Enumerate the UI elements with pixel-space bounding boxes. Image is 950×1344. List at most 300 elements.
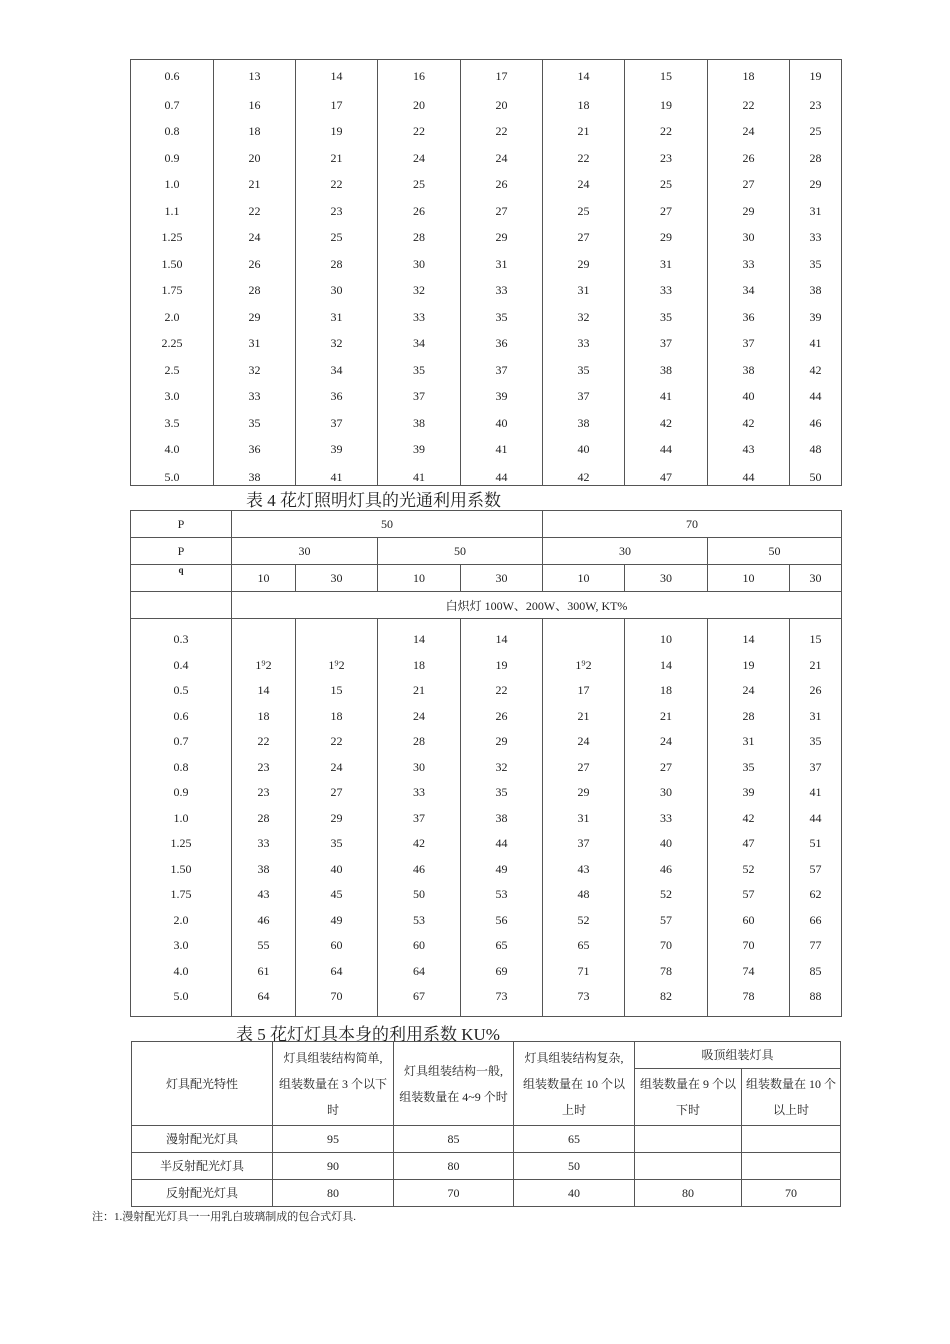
table-cell: 35 — [378, 357, 461, 384]
table-cell — [635, 1153, 742, 1180]
table-cell: 41 — [790, 331, 842, 358]
table-cell: 33 — [378, 304, 461, 331]
table-cell: 33 — [625, 278, 708, 305]
table-cell: 31 — [708, 729, 790, 755]
table-cell: 24 — [543, 729, 625, 755]
table-cell: 27 — [543, 755, 625, 781]
table-cell — [543, 619, 625, 653]
table-cell: 20 — [461, 92, 543, 119]
table-cell: 31 — [214, 331, 296, 358]
header-row-1 — [131, 511, 842, 538]
row-label-cell: 反射配光灯具 — [132, 1180, 273, 1207]
table-row — [132, 1180, 841, 1207]
table-cell: 34 — [378, 331, 461, 358]
table-row — [131, 959, 842, 985]
table-cell: 21 — [543, 119, 625, 146]
table-cell: 42 — [790, 357, 842, 384]
table-cell: 52 — [625, 882, 708, 908]
row-label-cell: 2.0 — [131, 304, 214, 331]
table-cell: 46 — [790, 410, 842, 437]
col-header: 30 — [625, 565, 708, 592]
table-cell: 31 — [625, 251, 708, 278]
table-cell: 48 — [790, 437, 842, 464]
table-cell: 27 — [625, 198, 708, 225]
table-cell: 30 — [378, 251, 461, 278]
table-cell: 64 — [232, 984, 296, 1016]
table-cell: 42 — [708, 410, 790, 437]
table-cell: 13 — [214, 60, 296, 93]
table-cell: 44 — [625, 437, 708, 464]
table-cell: 39 — [378, 437, 461, 464]
table-cell: 26 — [461, 172, 543, 199]
table-cell: 37 — [378, 806, 461, 832]
table-cell: 1⁹2 — [232, 653, 296, 679]
group-header: 吸顶组装灯具 — [635, 1042, 841, 1069]
table-cell: 38 — [708, 357, 790, 384]
table-cell: 19 — [461, 653, 543, 679]
table-cell: 25 — [790, 119, 842, 146]
table-cell: 80 — [635, 1180, 742, 1207]
table-cell: 26 — [461, 704, 543, 730]
row-label-cell: 1.0 — [131, 806, 232, 832]
table-cell: 39 — [296, 437, 378, 464]
table-cell: 35 — [708, 755, 790, 781]
table-cell: 35 — [461, 780, 543, 806]
table-cell: 29 — [461, 225, 543, 252]
table-cell: 70 — [708, 933, 790, 959]
table-cell: 25 — [625, 172, 708, 199]
row-label-cell: 1.1 — [131, 198, 214, 225]
table-cell: 35 — [790, 251, 842, 278]
table-cell: 14 — [461, 619, 543, 653]
table-cell: 41 — [790, 780, 842, 806]
row-label-cell: 3.5 — [131, 410, 214, 437]
table-cell: 33 — [708, 251, 790, 278]
table-cell: 24 — [461, 145, 543, 172]
table-cell: 35 — [461, 304, 543, 331]
table-cell: 1⁹2 — [543, 653, 625, 679]
table-cell: 19 — [296, 119, 378, 146]
table-cell: 27 — [296, 780, 378, 806]
row-label-cell: 3.0 — [131, 933, 232, 959]
table-row — [131, 780, 842, 806]
table-cell: 27 — [708, 172, 790, 199]
table-cell: 42 — [378, 831, 461, 857]
table-cell: 18 — [378, 653, 461, 679]
table-cell: 42 — [708, 806, 790, 832]
header-row-2 — [131, 538, 842, 565]
table-cell: 33 — [214, 384, 296, 411]
table-cell: 44 — [461, 831, 543, 857]
table-cell: 18 — [214, 119, 296, 146]
col-header: 灯具配光特性 — [132, 1042, 273, 1126]
empty-cell — [131, 592, 232, 619]
table-cell: 22 — [708, 92, 790, 119]
table-cell: 95 — [273, 1126, 394, 1153]
table-cell: 70 — [296, 984, 378, 1016]
table-cell: 23 — [232, 755, 296, 781]
table-row — [131, 384, 842, 411]
table-cell: 35 — [625, 304, 708, 331]
table-cell: 42 — [543, 463, 625, 486]
table-cell: 19 — [790, 60, 842, 93]
table-cell: 23 — [790, 92, 842, 119]
table-cell: 15 — [790, 619, 842, 653]
table-cell: 29 — [296, 806, 378, 832]
table-cell: 50 — [378, 882, 461, 908]
table-cell: 82 — [625, 984, 708, 1016]
table-cell: 31 — [790, 198, 842, 225]
table-5 — [131, 1041, 841, 1207]
table-cell: 31 — [543, 806, 625, 832]
table-cell: 40 — [461, 410, 543, 437]
table-4 — [130, 510, 842, 1017]
table-cell: 36 — [214, 437, 296, 464]
table-cell: 27 — [461, 198, 543, 225]
table-cell: 14 — [378, 619, 461, 653]
col-header: 组装数量在 10 个以上时 — [742, 1069, 841, 1126]
table-cell: 22 — [543, 145, 625, 172]
table-row — [131, 437, 842, 464]
table-cell: 17 — [296, 92, 378, 119]
table-cell: 33 — [790, 225, 842, 252]
table-cell: 46 — [378, 857, 461, 883]
table-cell: 15 — [625, 60, 708, 93]
table-cell: 44 — [790, 806, 842, 832]
table-cell — [296, 619, 378, 653]
row-label-cell: 0.7 — [131, 729, 232, 755]
table-cell: 37 — [543, 384, 625, 411]
table-cell: 35 — [790, 729, 842, 755]
table-cell: 24 — [708, 678, 790, 704]
row-label-cell: 2.25 — [131, 331, 214, 358]
table-cell: 22 — [296, 172, 378, 199]
table-cell: 14 — [232, 678, 296, 704]
row-label-cell: 漫射配光灯具 — [132, 1126, 273, 1153]
table-row — [131, 984, 842, 1016]
table-cell: 22 — [625, 119, 708, 146]
table-cell: 23 — [232, 780, 296, 806]
table-cell: 35 — [543, 357, 625, 384]
table-row — [131, 933, 842, 959]
table-cell: 30 — [708, 225, 790, 252]
table-cell: 69 — [461, 959, 543, 985]
table-cell: 28 — [790, 145, 842, 172]
table-row — [131, 331, 842, 358]
table-cell: 42 — [625, 410, 708, 437]
table-cell: 21 — [625, 704, 708, 730]
table-cell: 22 — [214, 198, 296, 225]
row-label-cell: 半反射配光灯具 — [132, 1153, 273, 1180]
row-label-cell: 0.6 — [131, 60, 214, 93]
table-cell: 41 — [625, 384, 708, 411]
row-label-cell: 0.9 — [131, 780, 232, 806]
table-row — [131, 92, 842, 119]
table-cell: 78 — [625, 959, 708, 985]
table-cell: 17 — [461, 60, 543, 93]
table-cell: 67 — [378, 984, 461, 1016]
table-cell: 29 — [461, 729, 543, 755]
col-header: 灯具组装结构一般, 组装数量在 4~9 个时 — [394, 1042, 514, 1126]
table-cell: 19 — [708, 653, 790, 679]
table-row — [132, 1153, 841, 1180]
table-cell: 70 — [625, 933, 708, 959]
table-cell: 52 — [708, 857, 790, 883]
table-cell: 88 — [790, 984, 842, 1016]
table-row — [131, 704, 842, 730]
group-header: 50 — [708, 538, 842, 565]
table-cell: 60 — [708, 908, 790, 934]
table-cell: 24 — [378, 145, 461, 172]
table-cell: 40 — [296, 857, 378, 883]
table-row — [131, 653, 842, 679]
table-cell: 37 — [543, 831, 625, 857]
table-cell: 29 — [708, 198, 790, 225]
col-header: 30 — [296, 565, 378, 592]
row-label-cell: 0.7 — [131, 92, 214, 119]
table-cell: 41 — [378, 463, 461, 486]
row-label-cell: 5.0 — [131, 984, 232, 1016]
table-cell: 56 — [461, 908, 543, 934]
table-cell: 24 — [214, 225, 296, 252]
table-cell: 16 — [378, 60, 461, 93]
table-cell: 29 — [790, 172, 842, 199]
col-header: 10 — [232, 565, 296, 592]
table-cell: 24 — [625, 729, 708, 755]
table-row — [131, 678, 842, 704]
table-cell: 18 — [625, 678, 708, 704]
table-cell: 26 — [214, 251, 296, 278]
row-label-cell: 1.50 — [131, 857, 232, 883]
table-cell: 36 — [461, 331, 543, 358]
table-cell: 49 — [461, 857, 543, 883]
table-cell: 40 — [708, 384, 790, 411]
table-cell: 14 — [708, 619, 790, 653]
row-label-cell: 1.0 — [131, 172, 214, 199]
table-cell: 19 — [625, 92, 708, 119]
table-row — [131, 198, 842, 225]
table-cell: 44 — [790, 384, 842, 411]
table-cell: 31 — [543, 278, 625, 305]
table-cell: 38 — [214, 463, 296, 486]
table-row — [131, 857, 842, 883]
table-cell: 22 — [461, 119, 543, 146]
row-label-cell: 0.4 — [131, 653, 232, 679]
table-cell: 31 — [790, 704, 842, 730]
table-cell: 28 — [214, 278, 296, 305]
table-cell: 70 — [742, 1180, 841, 1207]
table-cell: 39 — [790, 304, 842, 331]
table-cell: 1⁹2 — [296, 653, 378, 679]
table-cell: 39 — [708, 780, 790, 806]
row-label-cell: 1.25 — [131, 225, 214, 252]
table-cell: 22 — [232, 729, 296, 755]
header-label: P — [131, 538, 232, 565]
table-4-caption: 表 4 花灯照明灯具的光通利用系数 — [246, 491, 501, 510]
table-cell: 14 — [296, 60, 378, 93]
table-cell: 35 — [296, 831, 378, 857]
table-cell: 33 — [625, 806, 708, 832]
row-label-cell: 1.75 — [131, 278, 214, 305]
table-cell: 14 — [625, 653, 708, 679]
table-cell: 26 — [708, 145, 790, 172]
row-label-cell: 1.25 — [131, 831, 232, 857]
lamp-type-row — [131, 592, 842, 619]
table-row — [132, 1126, 841, 1153]
table-cell: 24 — [378, 704, 461, 730]
table-cell: 26 — [378, 198, 461, 225]
table-row — [131, 251, 842, 278]
row-label-cell: 4.0 — [131, 959, 232, 985]
table-row — [131, 806, 842, 832]
table-row — [131, 831, 842, 857]
table-cell: 64 — [296, 959, 378, 985]
table-cell: 24 — [543, 172, 625, 199]
table-row — [131, 60, 842, 93]
row-label-cell: 5.0 — [131, 463, 214, 486]
table-cell: 53 — [378, 908, 461, 934]
col-header: 10 — [708, 565, 790, 592]
table-cell: 33 — [232, 831, 296, 857]
table-cell: 29 — [625, 225, 708, 252]
table-cell: 52 — [543, 908, 625, 934]
table-cell: 28 — [232, 806, 296, 832]
footnote: 注：1.漫射配光灯具一一用乳白玻璃制成的包合式灯具. — [92, 1211, 356, 1223]
table-cell: 65 — [543, 933, 625, 959]
table-cell: 27 — [543, 225, 625, 252]
table-cell: 31 — [296, 304, 378, 331]
table-cell: 24 — [708, 119, 790, 146]
table-cell: 29 — [214, 304, 296, 331]
table-cell: 62 — [790, 882, 842, 908]
table-cell: 21 — [214, 172, 296, 199]
table-row — [131, 729, 842, 755]
table-cell: 22 — [296, 729, 378, 755]
group-header: 30 — [543, 538, 708, 565]
table-cell: 15 — [296, 678, 378, 704]
table-cell: 32 — [543, 304, 625, 331]
table-cell: 41 — [461, 437, 543, 464]
table-cell: 26 — [790, 678, 842, 704]
table-cell: 61 — [232, 959, 296, 985]
table-cell: 38 — [543, 410, 625, 437]
col-header: 10 — [378, 565, 461, 592]
col-header: 灯具组装结构复杂, 组装数量在 10 个以上时 — [514, 1042, 635, 1126]
table-cell: 30 — [625, 780, 708, 806]
table-cell: 60 — [296, 933, 378, 959]
table-cell: 85 — [790, 959, 842, 985]
col-header: 灯具组装结构简单, 组装数量在 3 个以下时 — [273, 1042, 394, 1126]
col-header: 30 — [461, 565, 543, 592]
row-label-cell: 2.5 — [131, 357, 214, 384]
table-cell: 37 — [378, 384, 461, 411]
table-cell: 16 — [214, 92, 296, 119]
table-cell: 37 — [461, 357, 543, 384]
table-cell: 49 — [296, 908, 378, 934]
col-header: 30 — [790, 565, 842, 592]
table-cell: 29 — [543, 780, 625, 806]
table-cell: 85 — [394, 1126, 514, 1153]
table-cell: 18 — [543, 92, 625, 119]
table-cell: 46 — [625, 857, 708, 883]
row-label-cell: 0.5 — [131, 678, 232, 704]
table-cell: 14 — [543, 60, 625, 93]
table-row — [131, 119, 842, 146]
table-cell: 18 — [296, 704, 378, 730]
table-cell: 38 — [378, 410, 461, 437]
header-row-3 — [131, 565, 842, 592]
table-cell: 17 — [543, 678, 625, 704]
table-cell: 24 — [296, 755, 378, 781]
table-cell: 37 — [708, 331, 790, 358]
table-row — [131, 304, 842, 331]
table-cell: 23 — [625, 145, 708, 172]
table-cell: 34 — [296, 357, 378, 384]
table-cell: 10 — [625, 619, 708, 653]
table-cell: 31 — [461, 251, 543, 278]
table-cell: 30 — [378, 755, 461, 781]
table-cell: 28 — [708, 704, 790, 730]
table-cell: 28 — [378, 729, 461, 755]
table-row — [131, 882, 842, 908]
table-cell: 21 — [296, 145, 378, 172]
table-cell: 37 — [296, 410, 378, 437]
table-cell: 44 — [708, 463, 790, 486]
table-cell: 21 — [790, 653, 842, 679]
table-row — [131, 145, 842, 172]
table-cell: 74 — [708, 959, 790, 985]
table-cell: 21 — [543, 704, 625, 730]
table-cell: 20 — [378, 92, 461, 119]
table-cell: 53 — [461, 882, 543, 908]
table-cell: 73 — [543, 984, 625, 1016]
row-label-cell: 0.8 — [131, 755, 232, 781]
col-header: 10 — [543, 565, 625, 592]
col-header: 组装数量在 9 个以下时 — [635, 1069, 742, 1126]
table-cell: 33 — [461, 278, 543, 305]
table-cell: 22 — [378, 119, 461, 146]
table-cell: 78 — [708, 984, 790, 1016]
table-cell: 38 — [461, 806, 543, 832]
table-cell: 38 — [790, 278, 842, 305]
table-cell: 55 — [232, 933, 296, 959]
table-row — [131, 278, 842, 305]
lamp-type-label: 白炽灯 100W、200W、300W, KT% — [232, 592, 842, 619]
table-cell: 43 — [543, 857, 625, 883]
table-cell: 44 — [461, 463, 543, 486]
table-cell: 47 — [625, 463, 708, 486]
table-cell: 18 — [708, 60, 790, 93]
table-cell: 90 — [273, 1153, 394, 1180]
table-cell: 35 — [214, 410, 296, 437]
table-cell: 22 — [461, 678, 543, 704]
table-cell: 32 — [214, 357, 296, 384]
table-cell: 45 — [296, 882, 378, 908]
table-cell: 32 — [461, 755, 543, 781]
table-cell: 80 — [273, 1180, 394, 1207]
table-cell: 23 — [296, 198, 378, 225]
table-cell: 36 — [708, 304, 790, 331]
table-cell: 25 — [543, 198, 625, 225]
row-label-cell: 1.75 — [131, 882, 232, 908]
header-label: q — [131, 565, 232, 592]
header-label: P — [131, 511, 232, 538]
table-cell: 37 — [790, 755, 842, 781]
table-cell — [742, 1153, 841, 1180]
table-cell: 51 — [790, 831, 842, 857]
table-cell: 29 — [543, 251, 625, 278]
table-cell: 30 — [296, 278, 378, 305]
